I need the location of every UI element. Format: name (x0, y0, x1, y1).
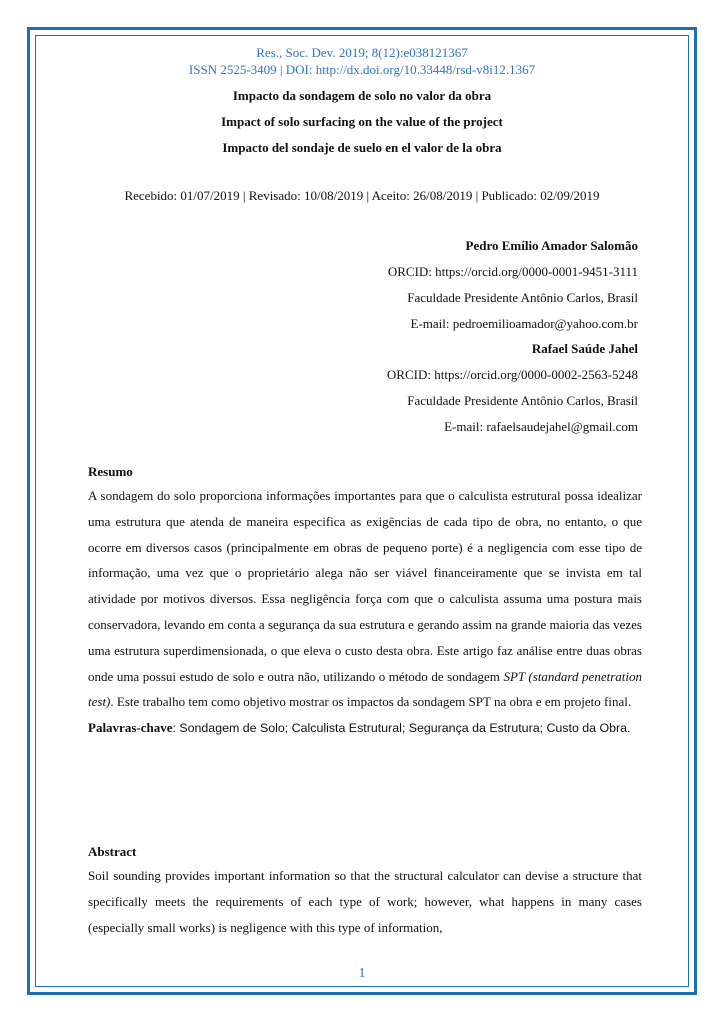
keywords-text: : Sondagem de Solo; Calculista Estrutural; Segurança da Estrutura; Custo da Obra. (172, 721, 631, 736)
title-english: Impact of solo surfacing on the value of the project (221, 114, 503, 129)
document-page (40, 40, 684, 984)
title-spanish: Impacto del sondaje de suelo en el valor de la obra (222, 140, 502, 155)
title-portuguese: Impacto da sondagem de solo no valor da obra (232, 88, 492, 103)
author-email: E-mail: rafaelsaudejahel@gmail.com (444, 419, 638, 434)
author-email: E-mail: pedroemilioamador@yahoo.com.br (410, 316, 638, 331)
author-name: Pedro Emílio Amador Salomão (465, 238, 638, 253)
keywords-label: Palavras-chave (88, 720, 173, 736)
journal-citation: Res., Soc. Dev. 2019; 8(12):e038121367 (256, 45, 468, 60)
resumo-section (88, 464, 642, 742)
author-orcid: ORCID: https://orcid.org/0000-0002-2563-5248 (386, 367, 638, 382)
resumo-heading: Resumo (88, 464, 133, 479)
resumo-paragraph (88, 483, 642, 715)
journal-issn-doi: ISSN 2525-3409 | DOI: http://dx.doi.org/10.33448/rsd-v8i12.1367 (188, 62, 536, 77)
author-orcid: ORCID: https://orcid.org/0000-0001-9451-3111 (387, 264, 638, 279)
abstract-paragraph: Soil sounding provides important information so that the structural calculator can devise a structure that specifically meets the requirements of each type of work; however, what happens in many cases (especially small works) is negligence with this type of information, (88, 868, 642, 935)
keywords-paragraph (88, 715, 642, 742)
submission-dates: Recebido: 01/07/2019 | Revisado: 10/08/2019 | Aceito: 26/08/2019 | Publicado: 02/09/2019 (124, 188, 600, 203)
abstract-heading: Abstract (88, 844, 137, 859)
abstract-section (88, 844, 642, 940)
page-number: 1 (358, 966, 366, 981)
author-affiliation: Faculdade Presidente Antônio Carlos, Brasil (407, 290, 638, 305)
resumo-text-end: . Este trabalho tem como objetivo mostrar os impactos da sondagem SPT na obra e em projeto final. (110, 694, 632, 710)
author-name: Rafael Saúde Jahel (531, 341, 638, 356)
author-affiliation: Faculdade Presidente Antônio Carlos, Brasil (407, 393, 638, 408)
resumo-italic-term: SPT (standard penetration test) (88, 668, 642, 710)
resumo-text: A sondagem do solo proporciona informações importantes para que o calculista estrutural possa idealizar uma estrutura que atenda de maneira especifica as exigências de cada tipo de obra, no entanto, o que ocorre em diversos casos (principalmente em obras de pequeno porte) é a negligencia com esse tipo de informação, uma vez que o proprietário alega não ser viável financeiramente que se invista em tal atividade por motivos diversos. Essa negligência força com que o calculista assuma uma postura mais conservadora, levando em conta a segurança da sua estrutura e gerando assim na grande maioria das vezes uma estrutura superdimensionada, o que eleva o custo desta obra. Este artigo faz análise entre duas obras onde uma possui estudo de solo e outra não, utilizando o método de sondagem (88, 488, 642, 684)
